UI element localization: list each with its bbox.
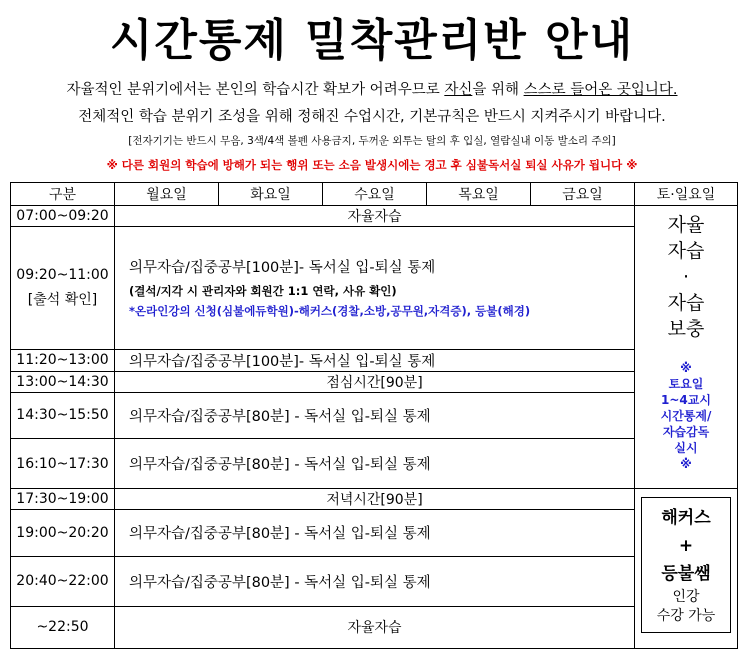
- schedule-cell: 의무자습/집중공부[80분] - 독서실 입-퇴실 통제: [115, 439, 635, 489]
- header-thursday: 목요일: [427, 183, 531, 206]
- warning-line: ※ 다른 회원의 학습에 방해가 되는 행위 또는 소음 발생시에는 경고 후 심불독서실 퇴실 사유가 됩니다 ※: [106, 158, 638, 172]
- table-row: [11, 227, 738, 350]
- page-title: 시간통제 밀착관리반 안내: [109, 15, 635, 66]
- intro-line-1-part-1: 자율적인 분위기에서는 본인의 학습시간 확보가 어려우므로: [66, 82, 445, 98]
- header-category: 구분: [11, 183, 115, 206]
- schedule-cell: [115, 227, 635, 350]
- weekend-note-2: 토요일: [668, 377, 704, 392]
- lecture-line-2: +: [678, 536, 694, 557]
- time-text: 09:20~11:00: [16, 266, 109, 283]
- schedule-table: [10, 182, 738, 649]
- weekend-note-1: ※: [680, 361, 692, 376]
- weekend-note-5: 자습감독: [662, 425, 710, 440]
- intro-line-3: [전자기기는 반드시 무음, 3색/4색 볼펜 사용금지, 두꺼운 외투는 탈의 후 입실, 열람실내 이동 발소리 주의]: [128, 135, 616, 147]
- weekend-cell: [635, 206, 738, 489]
- table-row: [11, 371, 738, 392]
- schedule-cell: 자율자습: [115, 206, 635, 227]
- weekend-line-3: ·: [682, 266, 690, 289]
- absence-note: (결석/지각 시 관리자와 회원간 1:1 연락, 사유 확인): [129, 284, 397, 299]
- time-cell: 14:30~15:50: [11, 392, 115, 438]
- lecture-line-5: 수강 가능: [656, 608, 716, 625]
- attendance-check: [출석 확인]: [27, 291, 98, 308]
- online-lecture-note: *온라인강의 신청(심불에듀학원)-해커스(경찰,소방,공무원,자격증), 등불(해경): [129, 304, 531, 319]
- schedule-cell: 의무자습/집중공부[80분] - 독서실 입-퇴실 통제: [115, 510, 635, 556]
- intro-line-1-part-3: 을 위해: [472, 82, 524, 98]
- table-row: [11, 439, 738, 489]
- schedule-text: 의무자습/집중공부[100분]- 독서실 입-퇴실 통제: [129, 260, 436, 277]
- weekend-note-7: ※: [680, 457, 692, 472]
- time-cell: 07:00~09:20: [11, 206, 115, 227]
- time-cell: 11:20~13:00: [11, 349, 115, 371]
- header-friday: 금요일: [531, 183, 635, 206]
- time-cell: [11, 227, 115, 350]
- intro-line-1: [0, 78, 744, 99]
- table-row: [11, 206, 738, 227]
- table-row: [11, 489, 738, 510]
- weekend-line-1: 자율: [667, 214, 705, 237]
- weekend-line-4: 자습: [667, 292, 705, 315]
- header-wednesday: 수요일: [323, 183, 427, 206]
- time-cell: 13:00~14:30: [11, 371, 115, 392]
- time-cell: 17:30~19:00: [11, 489, 115, 510]
- header-weekend: 토·일요일: [635, 183, 738, 206]
- weekend-line-5: 보충: [667, 318, 705, 341]
- table-row: [11, 556, 738, 606]
- time-cell: 19:00~20:20: [11, 510, 115, 556]
- weekend-note-6: 실시: [674, 441, 698, 456]
- weekend-lecture-cell: [635, 489, 738, 649]
- time-cell: 20:40~22:00: [11, 556, 115, 606]
- header-tuesday: 화요일: [219, 183, 323, 206]
- table-row: [11, 392, 738, 438]
- intro-line-1-part-2: 자신: [444, 82, 473, 98]
- schedule-cell: 자율자습: [115, 606, 635, 648]
- lecture-line-3: 등불쌤: [661, 564, 711, 585]
- time-cell: ~22:50: [11, 606, 115, 648]
- intro-line-2: 전체적인 학습 분위기 조성을 위해 정해진 수업시간, 기본규칙은 반드시 지켜주시기 바랍니다.: [78, 109, 666, 125]
- weekend-line-2: 자습: [667, 240, 705, 263]
- table-header-row: [11, 183, 738, 206]
- time-cell: 16:10~17:30: [11, 439, 115, 489]
- table-row: [11, 510, 738, 556]
- table-row: [11, 349, 738, 371]
- lecture-line-4: 인강: [672, 589, 700, 606]
- schedule-cell: 의무자습/집중공부[80분] - 독서실 입-퇴실 통제: [115, 392, 635, 438]
- table-row: [11, 606, 738, 648]
- header-monday: 월요일: [115, 183, 219, 206]
- schedule-cell: 저녁시간[90분]: [115, 489, 635, 510]
- weekend-note-3: 1~4교시: [661, 393, 711, 408]
- intro-line-1-part-4: 스스로 들어온 곳입니다.: [523, 82, 678, 98]
- schedule-cell: 의무자습/집중공부[80분] - 독서실 입-퇴실 통제: [115, 556, 635, 606]
- schedule-cell: 점심시간[90분]: [115, 371, 635, 392]
- lecture-box: [641, 497, 731, 633]
- lecture-line-1: 해커스: [661, 508, 711, 529]
- schedule-cell: 의무자습/집중공부[100분]- 독서실 입-퇴실 통제: [115, 349, 635, 371]
- weekend-note-4: 시간통제/: [660, 409, 712, 424]
